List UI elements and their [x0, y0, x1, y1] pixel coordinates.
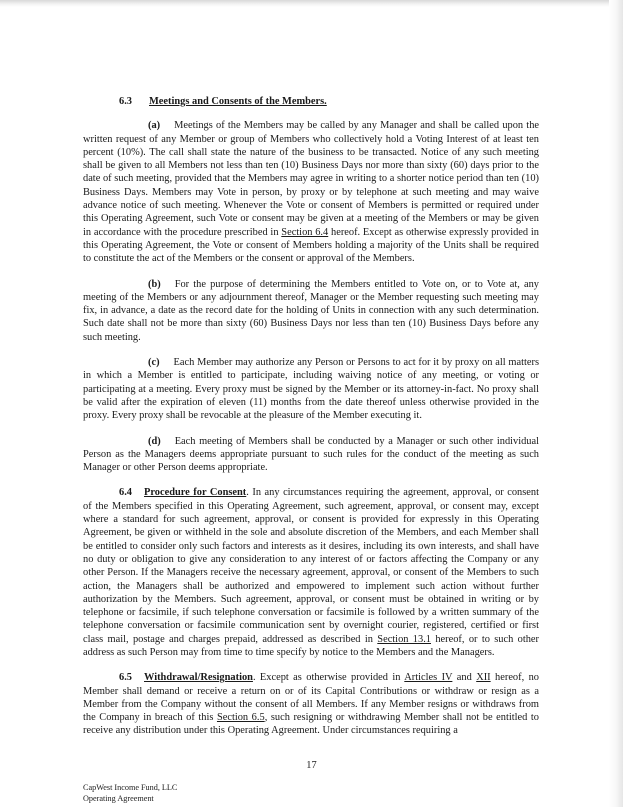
paragraph-6-3-b: [83, 278, 539, 344]
articles-iv-reference[interactable]: Articles IV: [404, 672, 453, 684]
footer-document-title: Operating Agreement: [83, 793, 154, 803]
section-6-5-text-1: . Except as otherwise provided in: [252, 672, 401, 684]
section-6-4-reference[interactable]: Section 6.4: [281, 226, 329, 238]
section-6-5-number: 6.5: [119, 672, 132, 684]
article-xii-reference[interactable]: XII: [476, 672, 491, 684]
section-13-1-reference[interactable]: Section 13.1: [377, 633, 431, 645]
paragraph-6-3-a: [83, 119, 539, 265]
document-footer: [83, 783, 177, 804]
scan-edge-top: [0, 0, 623, 7]
paragraph-6-3-d-text: Each meeting of Members shall be conducted by a Manager or such other individual Person as the Managers deems appropriate pursuant to such rules for the conduct of the meeting as such Manager or other Person deems appropriate.: [83, 435, 539, 474]
scan-edge-right: [609, 0, 623, 807]
section-6-5-title: Withdrawal/Resignation: [144, 672, 253, 684]
section-6-3-title: Meetings and Consents of the Members.: [149, 96, 327, 107]
paragraph-6-3-d-marker: (d): [148, 435, 161, 447]
paragraph-6-3-d: [83, 435, 539, 475]
section-6-5-text-4: , such resigning or withdrawing Member shall not be entitled to receive any distribution under this Operating Agreement. Under circumstances requiring a: [83, 712, 539, 737]
page-number: 17: [306, 760, 317, 771]
section-6-4-number: 6.4: [119, 487, 132, 499]
paragraph-6-3-c-text: Each Member may authorize any Person or Persons to act for it by proxy on all matters in which a Member is entitled to participate, including waiving notice of any meeting, or voting or participating at a meeting. Every proxy must be signed by the Member or its attorney-in-fact. No proxy shall be valid after the expiration of eleven (11) months from the date thereof unless otherwise provided in the proxy. Every proxy shall be revocable at the pleasure of the Member executing it.: [83, 357, 539, 422]
section-6-4: [83, 486, 539, 659]
paragraph-6-3-c-marker: (c): [148, 357, 160, 369]
section-6-5-reference[interactable]: Section 6.5: [216, 712, 265, 724]
section-6-4-text-2: hereof, or to such other address as such Person may from time to time specify by notice to the Members and the Managers.: [83, 633, 540, 658]
paragraph-6-3-a-marker: (a): [148, 120, 161, 132]
paragraph-6-3-a-text-2: hereof. Except as otherwise expressly provided in this Operating Agreement, the Vote or consent of Members holding a majority of the Units shall be required to constitute the act of the Members or the consent or approval of the Members.: [83, 226, 539, 265]
paragraph-6-3-a-text-1: Meetings of the Members may be called by any Manager and shall be called upon the written request of any Member or group of Members who collectively hold a Voting Interest of at least ten percent (10%). The call shall state the nature of the business to be transacted. Notice of any such meeting shall be given to all Members not less than ten (10) Business Days nor more than sixty (60) days prior to the date of such meeting, provided that the Members may agree in writing to a shorter notice period than ten (10) Business Days. Members may Vote in person, by proxy or by telephone at such meeting and may waive advance notice of such meeting. Whenever the Vote or consent of Members is permitted or required under this Operating Agreement, such Vote or consent may be given at a meeting of the Members or may be given in accordance with the procedure prescribed in: [83, 120, 539, 238]
section-6-4-text-1: . In any circumstances requiring the agreement, approval, or consent of the Members specified in this Operating Agreement, such agreement, approval, or consent may, except where a standard for such agreement, approval, or consent is provided for expressly in this Operating Agreement, be given or withheld in the sole and absolute discretion of the Members, and each Member shall be entitled to consider only such factors and interests as it desires, including its own interests, and shall have no duty or obligation to give any consideration to any interest of or factors affecting the Company or any other Person. If the Managers receive the necessary agreement, approval, or consent of the Members to such action, the Managers shall be authorized and empowered to implement such action without further authorization by the Members. Such agreement, approval, or consent must be obtained in writing or by telephone or facsimile, if such telephone conversation or facsimile is followed by a written summary of the telephone conversation or facsimile communication sent by overnight courier, registered, certified or first class mail, postage and charges prepaid, addressed as described in: [83, 487, 539, 645]
paragraph-6-3-b-text: For the purpose of determining the Members entitled to Vote on, or to Vote at, any meeting of the Members or any adjournment thereof, Manager or the Member requesting such meeting may fix, in advance, a date as the record date for the holding of Units in connection with any such determination. Such date shall not be more than sixty (60) Business Days nor less than ten (10) Business Days before any such meeting.: [83, 278, 539, 343]
section-6-5-text-3: hereof, no Member shall demand or receive a return on or of its Capital Contributions or withdraw or resign as a Member from the Company without the consent of all Members. If any Member resigns or withdraws from the Company in breach of this: [83, 672, 539, 724]
footer-company-name: CapWest Income Fund, LLC: [83, 783, 178, 792]
section-6-5-text-2: and: [456, 672, 472, 684]
document-body: [83, 95, 539, 750]
paragraph-6-3-b-marker: (b): [148, 278, 161, 290]
section-6-5: [83, 671, 539, 737]
section-6-4-title: Procedure for Consent: [144, 487, 247, 499]
paragraph-6-3-c: [83, 356, 539, 422]
section-6-3-heading: 6.3 Meetings and Consents of the Members.: [119, 96, 327, 107]
